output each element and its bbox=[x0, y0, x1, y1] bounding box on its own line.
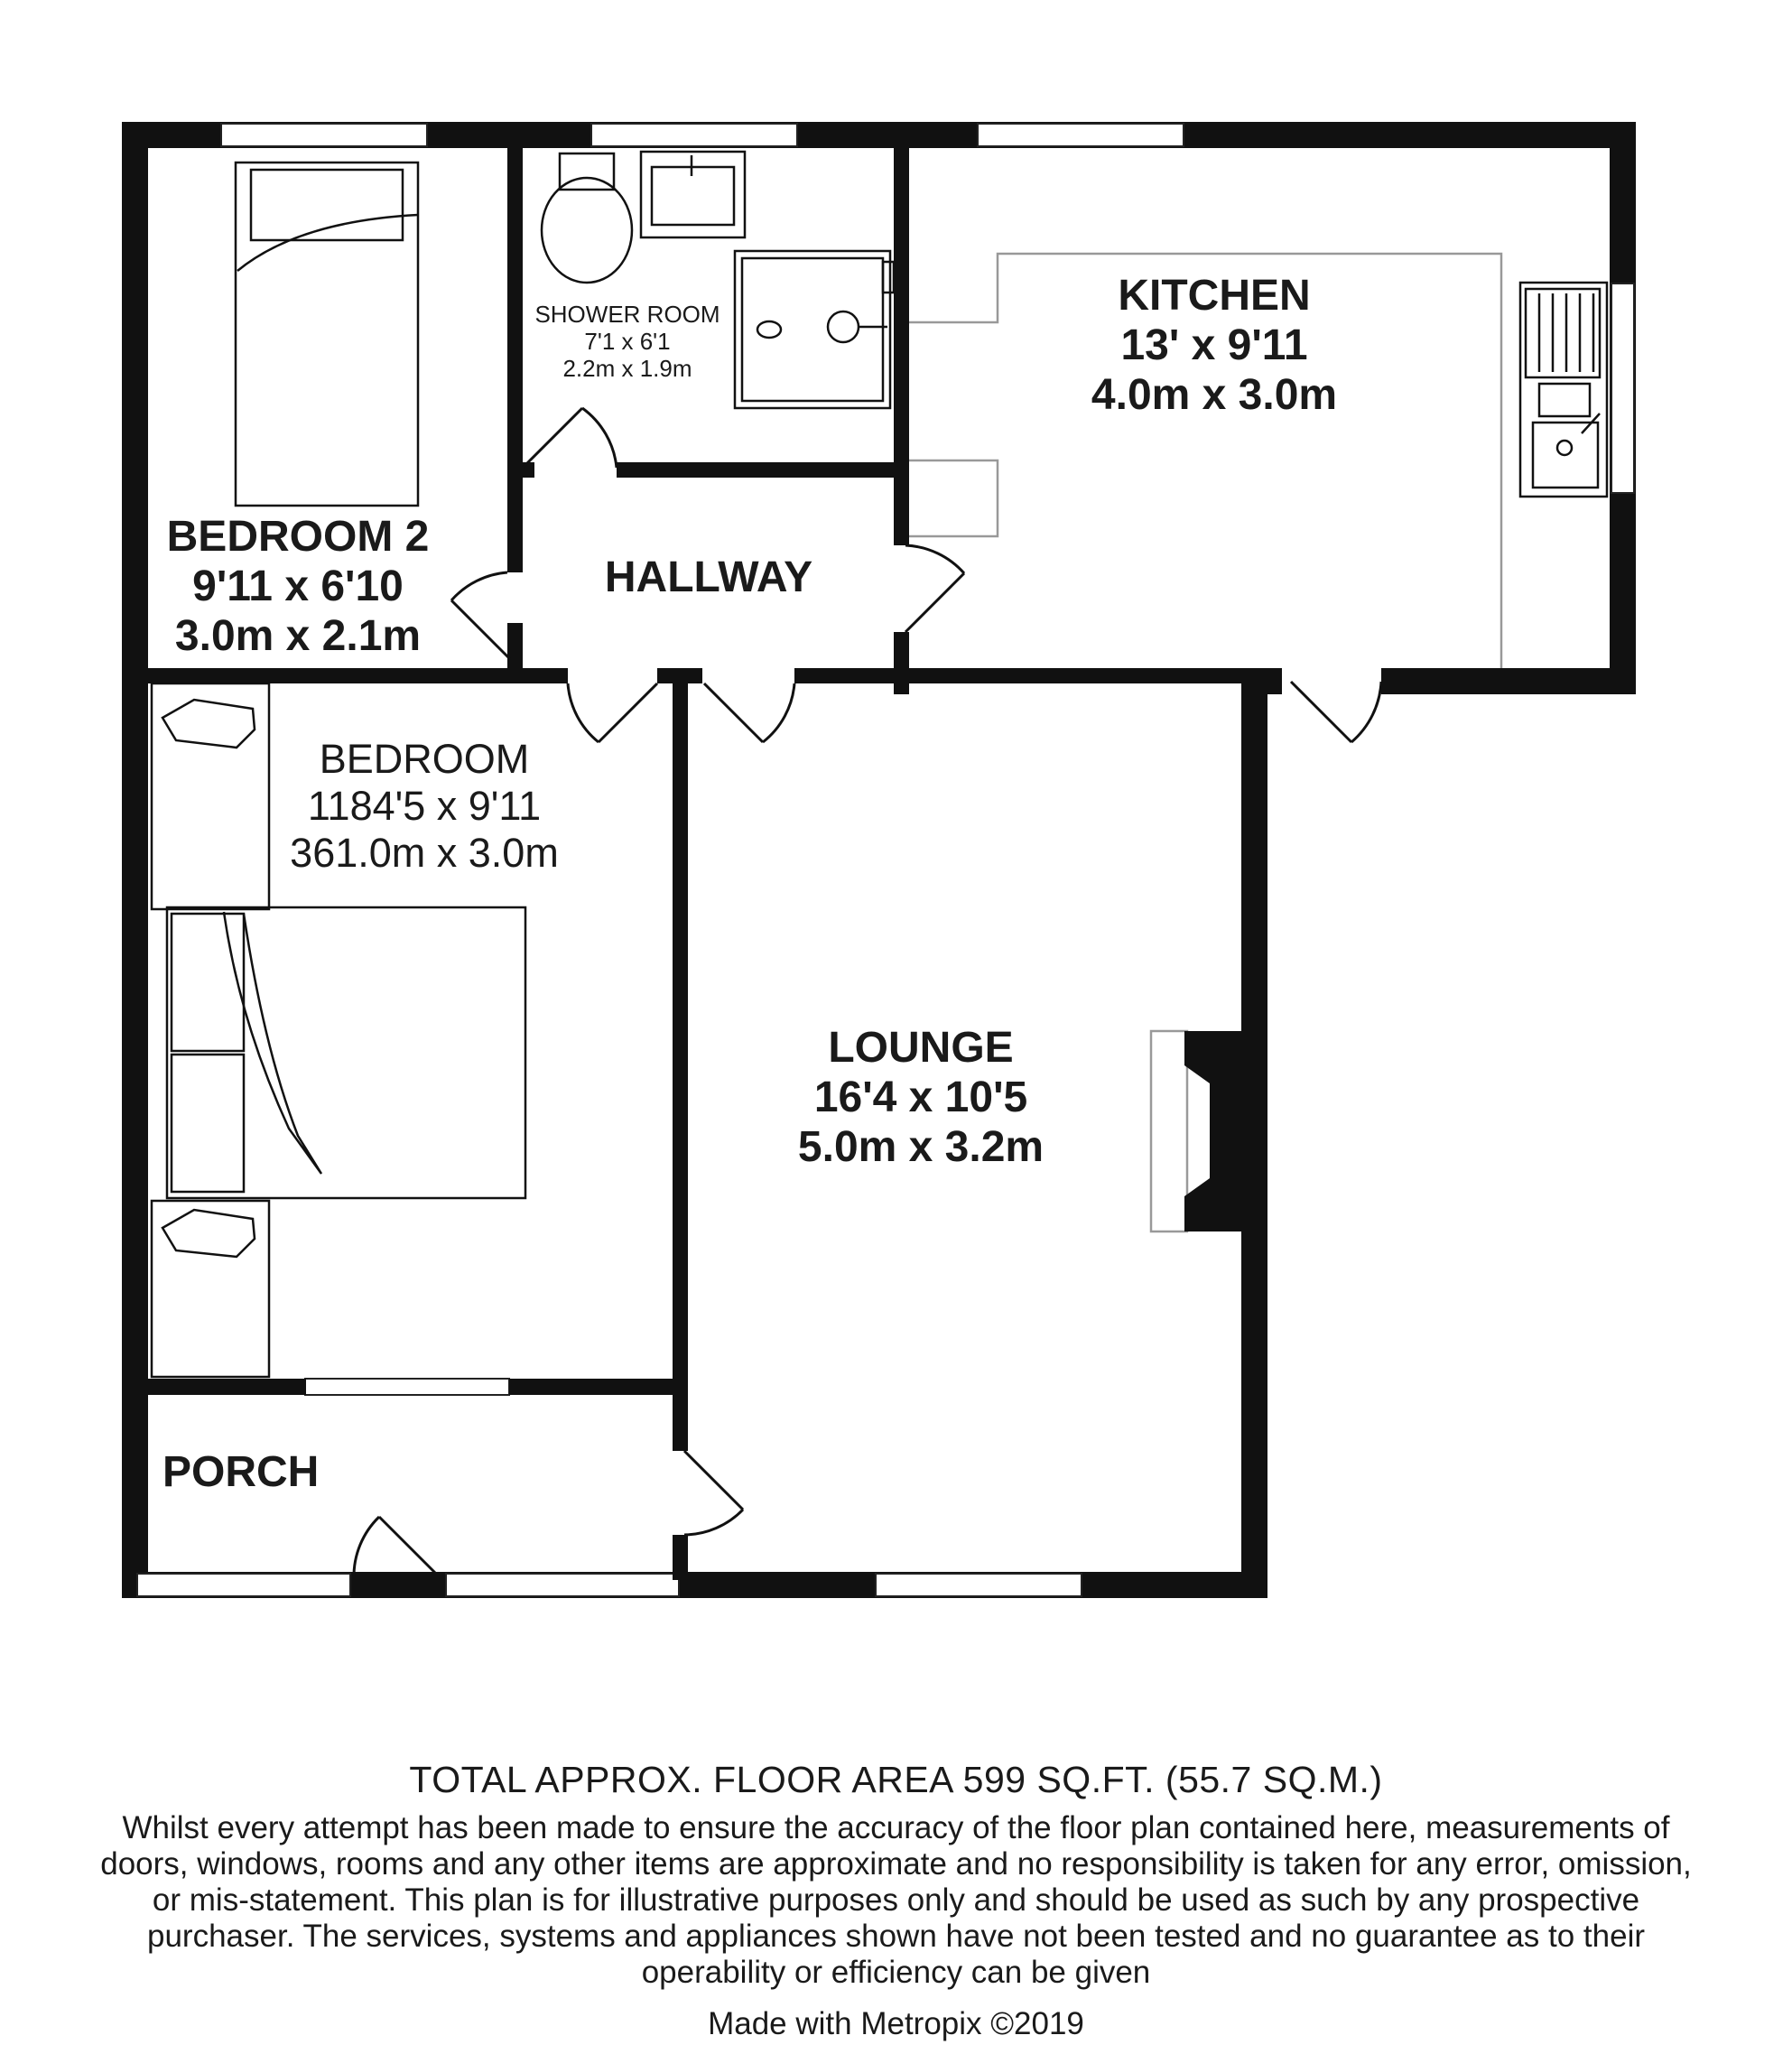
hallway-name: HALLWAY bbox=[604, 553, 813, 601]
bedroom-metric: 361.0m x 3.0m bbox=[290, 829, 559, 876]
bedroom2-label bbox=[153, 512, 442, 662]
double-bed-icon bbox=[167, 907, 525, 1198]
shower-tray-icon bbox=[735, 251, 894, 408]
bedroom-label bbox=[262, 736, 587, 876]
shower-name: SHOWER ROOM bbox=[534, 301, 720, 328]
hallway-label bbox=[569, 553, 849, 602]
kitchen-metric: 4.0m x 3.0m bbox=[1091, 371, 1338, 420]
doors bbox=[354, 408, 1381, 1578]
porch-name: PORCH bbox=[162, 1448, 320, 1496]
bedside-lamp-icon bbox=[162, 700, 255, 1257]
kitchen-label bbox=[1052, 271, 1377, 421]
kitchen-sink-icon bbox=[1520, 283, 1607, 497]
shower-metric: 2.2m x 1.9m bbox=[562, 354, 692, 382]
bedroom2-imperial: 9'11 x 6'10 bbox=[192, 562, 404, 611]
lounge-imperial: 16'4 x 10'5 bbox=[813, 1073, 1028, 1122]
single-bed-icon bbox=[236, 163, 418, 506]
kitchen-imperial: 13' x 9'11 bbox=[1120, 321, 1308, 370]
disclaimer-text: Whilst every attempt has been made to ensure the accuracy of the floor plan contained here, measurements of doors, windows, rooms and any other items are approximate and no responsibility is taken for any error, omission, or mis-statement. This plan is for illustrative purposes only and should be used as such by any prospective purchaser. The services, systems and appliances shown have not been tested and no guarantee as to their operability or efficiency can be given bbox=[100, 1810, 1692, 1990]
fireplace-icon bbox=[1151, 1031, 1241, 1231]
bedroom-imperial: 1184'5 x 9'11 bbox=[307, 782, 542, 829]
lounge-metric: 5.0m x 3.2m bbox=[797, 1123, 1045, 1172]
washbasin-icon bbox=[641, 152, 745, 237]
lounge-label bbox=[758, 1023, 1083, 1173]
bedroom-name: BEDROOM bbox=[319, 736, 530, 782]
shower-imperial: 7'1 x 6'1 bbox=[584, 327, 671, 355]
shower-label bbox=[524, 302, 731, 383]
lounge-name: LOUNGE bbox=[828, 1024, 1014, 1072]
toilet-icon bbox=[542, 153, 632, 283]
bedroom2-metric: 3.0m x 2.1m bbox=[174, 612, 422, 661]
total-floor-area: TOTAL APPROX. FLOOR AREA 599 SQ.FT. (55.7 SQ.M.) bbox=[409, 1759, 1383, 1800]
metropix-credit: Made with Metropix ©2019 bbox=[708, 2006, 1084, 2041]
kitchen-name: KITCHEN bbox=[1118, 272, 1311, 320]
bedroom2-name: BEDROOM 2 bbox=[166, 513, 430, 561]
porch-label bbox=[162, 1447, 352, 1497]
